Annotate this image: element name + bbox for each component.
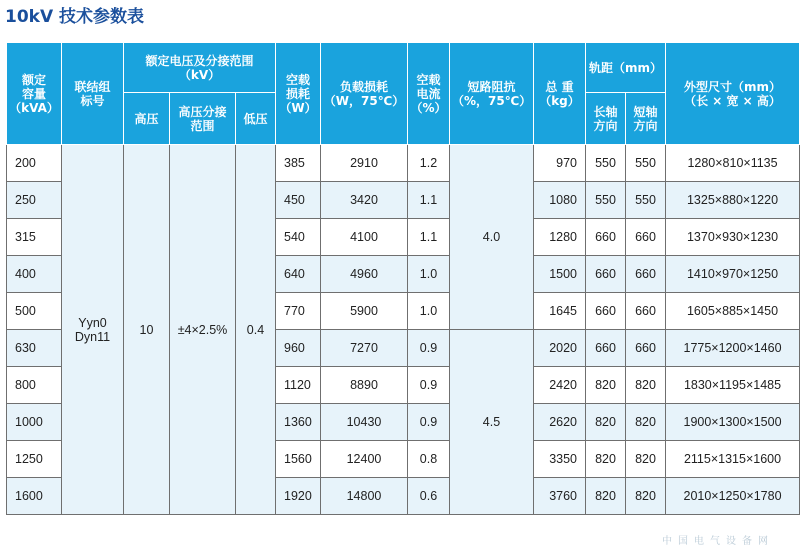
cell-no-load-current: 1.0 [408, 256, 450, 293]
cell-load-loss: 7270 [321, 330, 408, 367]
cell-no-load-current: 1.1 [408, 182, 450, 219]
cell-dimensions: 1775×1200×1460 [666, 330, 800, 367]
header-no-load-current: 空载 电流 （%） [408, 43, 450, 145]
cell-dimensions: 1325×880×1220 [666, 182, 800, 219]
cell-rated-capacity: 1000 [7, 404, 62, 441]
header-total-weight: 总 重 （kg） [534, 43, 586, 145]
cell-no-load-current: 0.9 [408, 367, 450, 404]
cell-total-weight: 2020 [534, 330, 586, 367]
cell-no-load-loss: 1120 [276, 367, 321, 404]
header-rated-capacity: 额定 容量 （kVA） [7, 43, 62, 145]
cell-total-weight: 1280 [534, 219, 586, 256]
cell-no-load-loss: 1560 [276, 441, 321, 478]
cell-no-load-current: 0.6 [408, 478, 450, 515]
cell-dimensions: 2115×1315×1600 [666, 441, 800, 478]
cell-hv: 10 [124, 145, 170, 515]
cell-gauge-long: 820 [586, 478, 626, 515]
cell-total-weight: 2620 [534, 404, 586, 441]
cell-no-load-current: 0.9 [408, 330, 450, 367]
table-body [7, 145, 800, 515]
table-header [7, 43, 800, 145]
header-lv: 低压 [236, 93, 276, 145]
cell-load-loss: 2910 [321, 145, 408, 182]
cell-load-loss: 4100 [321, 219, 408, 256]
header-connection-group: 联结组 标号 [62, 43, 124, 145]
cell-total-weight: 970 [534, 145, 586, 182]
cell-load-loss: 5900 [321, 293, 408, 330]
cell-total-weight: 3760 [534, 478, 586, 515]
table-row [7, 145, 800, 182]
cell-dimensions: 1370×930×1230 [666, 219, 800, 256]
cell-load-loss: 10430 [321, 404, 408, 441]
header-gauge-long: 长轴 方向 [586, 93, 626, 145]
cell-no-load-current: 0.9 [408, 404, 450, 441]
cell-no-load-loss: 385 [276, 145, 321, 182]
header-short-circuit-impedance: 短路阻抗 （%，75℃） [450, 43, 534, 145]
cell-rated-capacity: 500 [7, 293, 62, 330]
cell-total-weight: 3350 [534, 441, 586, 478]
cell-rated-capacity: 200 [7, 145, 62, 182]
cell-total-weight: 1080 [534, 182, 586, 219]
cell-no-load-current: 1.1 [408, 219, 450, 256]
page-title: 10kV 技术参数表 [5, 7, 145, 27]
cell-gauge-long: 820 [586, 367, 626, 404]
cell-gauge-short: 820 [626, 441, 666, 478]
cell-no-load-current: 1.2 [408, 145, 450, 182]
cell-gauge-short: 550 [626, 182, 666, 219]
header-hv: 高压 [124, 93, 170, 145]
header-no-load-loss: 空载 损耗 （W） [276, 43, 321, 145]
cell-gauge-long: 660 [586, 330, 626, 367]
cell-gauge-short: 820 [626, 404, 666, 441]
cell-load-loss: 4960 [321, 256, 408, 293]
cell-total-weight: 1645 [534, 293, 586, 330]
cell-rated-capacity: 400 [7, 256, 62, 293]
cell-impedance: 4.0 [450, 145, 534, 330]
cell-no-load-loss: 1920 [276, 478, 321, 515]
cell-no-load-loss: 1360 [276, 404, 321, 441]
cell-rated-capacity: 1600 [7, 478, 62, 515]
header-rated-voltage: 额定电压及分接范围 （kV） [124, 43, 276, 93]
header-gauge: 轨距（mm） [586, 43, 666, 93]
cell-gauge-long: 660 [586, 219, 626, 256]
cell-gauge-long: 820 [586, 404, 626, 441]
cell-dimensions: 1280×810×1135 [666, 145, 800, 182]
cell-total-weight: 1500 [534, 256, 586, 293]
cell-load-loss: 8890 [321, 367, 408, 404]
cell-dimensions: 1830×1195×1485 [666, 367, 800, 404]
cell-rated-capacity: 250 [7, 182, 62, 219]
cell-no-load-loss: 770 [276, 293, 321, 330]
cell-impedance: 4.5 [450, 330, 534, 515]
cell-total-weight: 2420 [534, 367, 586, 404]
watermark-text: 中国电气设备网 [662, 536, 774, 547]
cell-load-loss: 12400 [321, 441, 408, 478]
header-dimensions: 外型尺寸（mm） （长 × 宽 × 高） [666, 43, 800, 145]
cell-gauge-short: 660 [626, 256, 666, 293]
cell-rated-capacity: 1250 [7, 441, 62, 478]
cell-gauge-long: 820 [586, 441, 626, 478]
cell-gauge-short: 660 [626, 293, 666, 330]
cell-load-loss: 3420 [321, 182, 408, 219]
cell-tap-range: ±4×2.5% [170, 145, 236, 515]
cell-dimensions: 1605×885×1450 [666, 293, 800, 330]
cell-no-load-current: 0.8 [408, 441, 450, 478]
cell-gauge-long: 550 [586, 145, 626, 182]
header-hv-tap-range: 高压分接 范围 [170, 93, 236, 145]
cell-gauge-long: 660 [586, 256, 626, 293]
cell-no-load-loss: 450 [276, 182, 321, 219]
tech-params-table [6, 42, 800, 515]
cell-no-load-loss: 640 [276, 256, 321, 293]
cell-dimensions: 2010×1250×1780 [666, 478, 800, 515]
cell-gauge-short: 660 [626, 330, 666, 367]
cell-rated-capacity: 630 [7, 330, 62, 367]
cell-gauge-short: 820 [626, 367, 666, 404]
cell-no-load-current: 1.0 [408, 293, 450, 330]
cell-no-load-loss: 540 [276, 219, 321, 256]
cell-gauge-short: 550 [626, 145, 666, 182]
cell-gauge-long: 550 [586, 182, 626, 219]
cell-lv: 0.4 [236, 145, 276, 515]
cell-rated-capacity: 315 [7, 219, 62, 256]
cell-rated-capacity: 800 [7, 367, 62, 404]
cell-load-loss: 14800 [321, 478, 408, 515]
header-gauge-short: 短轴 方向 [626, 93, 666, 145]
cell-gauge-long: 660 [586, 293, 626, 330]
header-load-loss: 负载损耗 （W，75℃） [321, 43, 408, 145]
cell-dimensions: 1900×1300×1500 [666, 404, 800, 441]
cell-gauge-short: 660 [626, 219, 666, 256]
cell-dimensions: 1410×970×1250 [666, 256, 800, 293]
cell-connection-group: Yyn0 Dyn11 [62, 145, 124, 515]
cell-no-load-loss: 960 [276, 330, 321, 367]
cell-gauge-short: 820 [626, 478, 666, 515]
